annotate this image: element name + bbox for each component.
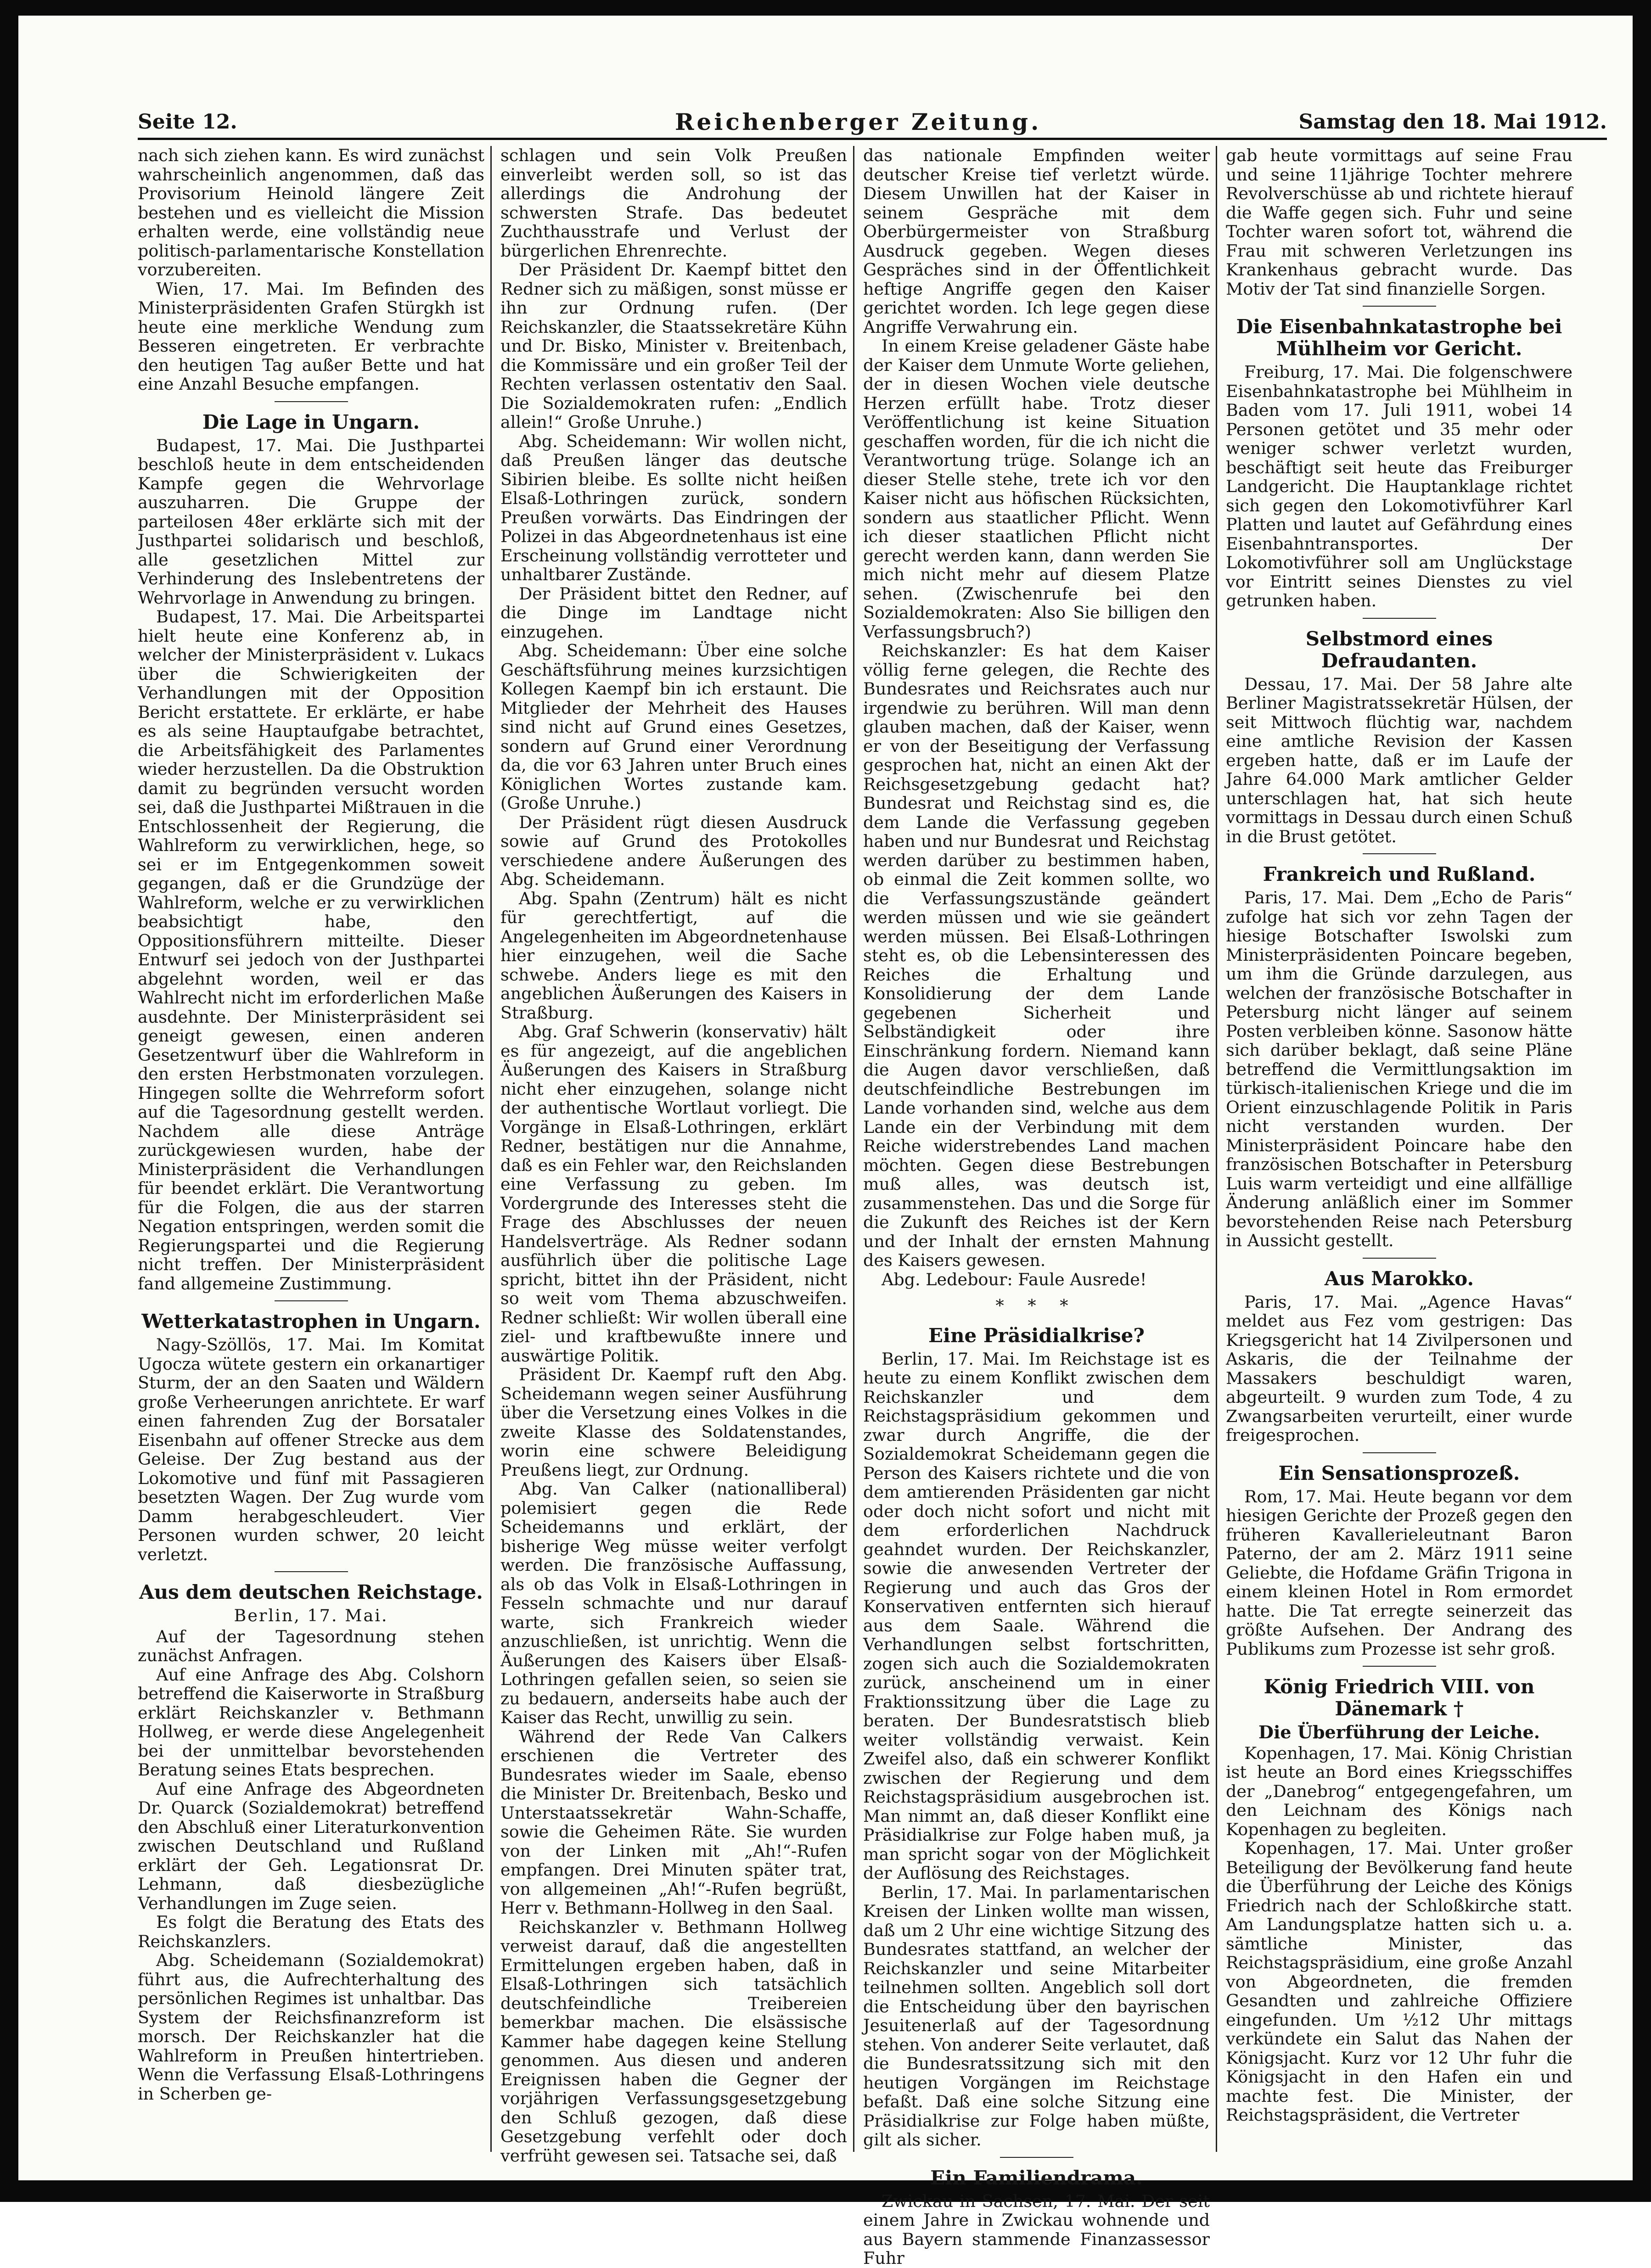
paragraph: Paris, 17. Mai. Dem „Echo de Paris“ zufolge hat sich vor zehn Tagen der hiesige Botschafter Iswolski zum Ministerpräsidenten Poincare begeben, um ihm die Gründe darzulegen, aus welchen der französische Botschafter in Petersburg nicht länger auf seinem Posten verbleiben könne. Sasonow hätte sich darüber beklagt, daß seine Pläne betreffend die Vermittlungsaktion im türkisch-italienischen Kriege und die im Orient einzuschlagende Politik in Paris nicht verstanden wurden. Der Ministerpräsident Poincare habe den französischen Botschafter in Petersburg Luis warm verteidigt und eine allfällige Änderung anläßlich einer im Sommer bevorstehenden Reise nach Petersburg in Aussicht gestellt. [1226,888,1572,1250]
paragraph: gab heute vormittags auf seine Frau und seine 11jährige Tochter mehrere Revolverschüsse ab und richtete hierauf die Waffe gegen sich. Fuhr und seine Tochter waren sofort tot, während die Frau mit schweren Verletzungen ins Krankenhaus gebracht wurde. Das Motiv der Tat sind finanzielle Sorgen. [1226,146,1572,299]
paragraph: Abg. Scheidemann (Sozialdemokrat) führt aus, die Aufrechterhaltung des persönlichen Regimes ist unhaltbar. Das System der Reichsfinanzreform ist morsch. Der Reichskanzler hat die Wahlreform in Preußen hintertrieben. Wenn die Verfassung Elsaß-Lothringens in Scherben ge- [138,1950,484,2104]
newspaper-title: Reichenberger Zeitung. [675,108,1042,135]
page-number: Seite 12. [138,110,237,134]
divider [275,401,348,402]
paragraph: Budapest, 17. Mai. Die Arbeitspartei hielt heute eine Konferenz ab, in welcher der Ministerpräsident v. Lukacs über die Schwierigkeiten der Verhandlungen mit der Opposition Bericht erstattete. Er erklärte, er habe es als seine Hauptaufgabe betrachtet, die Arbeitsfähigkeit des Parlamentes wieder herzustellen. Da die Obstruktion damit zu begründen versucht worden sei, daß die Justhpartei Mißtrauen in die Entschlossenheit der Regierung, die Wahlreform zu verwirklichen, hege, so sei er im Entgegenkommen soweit gegangen, daß er die Grundzüge der Wahlreform, welche er zu verwirklichen beabsichtigt habe, den Oppositionsführern mitteilte. Dieser Entwurf sei jedoch von der Justhpartei abgelehnt worden, weil er das Wahlrecht nicht im erforderlichen Maße ausdehnte. Der Ministerpräsident sei geneigt gewesen, einen anderen Gesetzentwurf über die Wahlreform in den ersten Herbstmonaten vorzulegen. Hingegen sollte die Wehrreform sofort auf die Tagesordnung gestellt werden. Nachdem alle diese Anträge zurückgewiesen wurden, habe der Ministerpräsident die Verhandlungen für beendet erklärt. Die Verantwortung für die Folgen, die aus der starren Negation entspringen, werden somit die Regierungspartei und die Regierung nicht treffen. Der Ministerpräsident fand allgemeine Zustimmung. [138,607,484,1294]
column-rule-2 [853,146,854,2152]
article-subheading: Die Überführung der Leiche. [1258,1722,1540,1742]
divider [275,1300,348,1301]
paragraph: nach sich ziehen kann. Es wird zunächst wahrscheinlich angenommen, daß das Provisorium Heinold längere Zeit bestehen und es vielleicht die Mission erhalten werde, eine vollständig neue politisch-parlamentarische Konstellation vorzubereiten. [138,146,484,280]
paragraph: Wien, 17. Mai. Im Befinden des Ministerpräsidenten Grafen Stürgkh ist heute eine merkliche Wendung zum Besseren eingetreten. Er verbrachte den heutigen Tag außer Bette und hat eine Anzahl Besuche empfangen. [138,279,484,394]
paragraph: Der Präsident Dr. Kaempf bittet den Redner sich zu mäßigen, sonst müsse er ihn zur Ordnung rufen. (Der Reichskanzler, die Staatssekretäre Kühn und Dr. Bisko, Minister v. Breitenbach, die Kommissäre und ein großer Teil der Rechten verlassen ostentativ den Saal. Die Sozialdemokraten rufen: „Endlich allein!“ Große Unruhe.) [500,260,847,432]
column-rule-3 [1216,146,1217,2152]
article-heading: Ein Familiendrama. [930,2166,1143,2189]
paragraph: Paris, 17. Mai. „Agence Havas“ meldet aus Fez vom gestrigen: Das Kriegsgericht hat 14 Zivilpersonen und Askaris, die der Teilnahme der Massakers beschuldigt waren, abgeurteilt. 9 wurden zum Tode, 4 zu Zwangsarbeiten verurteilt, einer wurde freigesprochen. [1226,1292,1572,1445]
paragraph: schlagen und sein Volk Preußen einverleibt werden soll, so ist das allerdings die Androhung der schwersten Strafe. Das bedeutet Zuchthausstrafe und Verlust der bürgerlichen Ehrenrechte. [500,146,847,261]
divider [1363,1258,1436,1259]
paragraph: Rom, 17. Mai. Heute begann vor dem hiesigen Gerichte der Prozeß gegen den früheren Kavallerieleutnant Baron Paterno, der am 2. März 1911 seine Geliebte, die Hofdame Gräfin Trigona in einem kleinen Hotel in Rom ermordet hatte. Die Tat erregte seinerzeit das größte Aufsehen. Der Andrang des Publikums zum Prozesse ist sehr groß. [1226,1486,1572,1659]
paragraph: Abg. Scheidemann: Über eine solche Geschäftsführung meines kurzsichtigen Kollegen Kaempf bin ich erstaunt. Die Mitglieder der Mehrheit des Hauses sind nicht auf Grund eines Gesetzes, sondern auf Grund einer Verordnung da, die vor 63 Jahren unter Bruch eines Königlichen Wortes zustande kam. (Große Unruhe.) [500,641,847,813]
article-heading: Eine Präsidialkrise? [928,1324,1145,1347]
divider [1363,853,1436,854]
column-3 [863,146,1210,2268]
paragraph: Abg. Ledebour: Faule Ausrede! [882,1269,1147,1289]
article-heading: König Friedrich VIII. von Dänemark † [1264,1675,1535,1720]
page-header [138,106,1607,142]
paragraph: Abg. Spahn (Zentrum) hält es nicht für gerechtfertigt, auf die Angelegenheiten im Abgeordnetenhause hier einzugehen, weil die Sache schwebe. Anders liege es mit den angeblichen Äußerungen des Kaisers in Straßburg. [500,888,847,1023]
dateline: Berlin, 17. Mai. [234,1606,388,1625]
column-2 [500,146,847,2166]
paragraph: Der Präsident bittet den Redner, auf die Dinge im Landtage nicht einzugehen. [500,583,847,642]
paragraph: Auf der Tagesordnung stehen zunächst Anfragen. [138,1626,484,1665]
scan-border-top [0,0,1651,16]
paragraph: Es folgt die Beratung des Etats des Reichskanzlers. [138,1912,484,1951]
paragraph: Budapest, 17. Mai. Die Justhpartei beschloß heute in dem entscheidenden Kampfe gegen die Wehrvorlage auszuharren. Die Gruppe der parteilosen 48er erklärte sich mit der Justhpartei solidarisch und beschloß, alle gesetzlichen Mittel zur Verhinderung des Inslebentretens der Wehrvorlage in Anwendung zu bringen. [138,435,484,608]
paragraph: Zwickau in Sachsen, 17. Mai. Der seit einem Jahre in Zwickau wohnende und aus Bayern stammende Finanzassessor Fuhr [863,2191,1210,2268]
scan-border-bottom [0,2180,1651,2202]
divider [1000,2157,1073,2158]
paragraph: Dessau, 17. Mai. Der 58 Jahre alte Berliner Magistratssekretär Hülsen, der seit Mittwoch flüchtig war, nachdem eine amtliche Revision der Kassen ergeben hatte, daß er im Laufe der Jahre 64.000 Mark amtlicher Gelder unterschlagen hat, hat sich heute vormittags in Dessau durch einen Schuß in die Brust getötet. [1226,674,1572,846]
divider [1363,1452,1436,1453]
paragraph: Auf eine Anfrage des Abg. Colshorn betreffend die Kaiserworte in Straßburg erklärt Reichskanzler v. Bethmann Hollweg, er werde diese Angelegenheit bei der unmittelbar bevorstehenden Beratung seines Etats besprechen. [138,1664,484,1780]
paragraph: Reichskanzler: Es hat dem Kaiser völlig ferne gelegen, die Rechte des Bundesrates und Reichsrates auch nur irgendwie zu berühren. Will man denn glauben machen, daß der Kaiser, wenn er von der Beseitigung der Verfassung gesprochen hat, nicht an einen Akt der Reichsgesetzgebung gedacht hat? Bundesrat und Reichstag sind es, die dem Lande die Verfassung gegeben haben und nur Bundesrat und Reichstag werden darüber zu bestimmen haben, ob einmal die Zeit kommen sollte, wo die Verfassungszustände geändert werden müssen und wie sie geändert werden müssen. Bei Elsaß-Lothringen steht es, ob die Lebensinteressen des Reiches die Erhaltung und Konsolidierung der dem Lande gegebenen Sicherheit und Selbständigkeit oder ihre Einschränkung fordern. Niemand kann die Augen davor verschließen, daß deutschfeindliche Bestrebungen im Lande vorhanden sind, welche aus dem Lande ein der Verbindung mit dem Reiche widerstrebendes Land machen möchten. Gegen diese Bestrebungen muß alles, was deutsch ist, zusammenstehen. Das und die Sorge für die Zukunft des Reiches ist der Kern und der Inhalt der ernsten Mahnung des Kaisers gewesen. [863,641,1210,1270]
paragraph: Kopenhagen, 17. Mai. Unter großer Beteiligung der Bevölkerung fand heute die Überführung der Leiche des Königs Friedrich nach der Schloßkirche statt. Am Landungsplatze hatten sich u. a. sämtliche Minister, das Reichstagspräsidium, eine große Anzahl von Abgeordneten, die fremden Gesandten und zahlreiche Offiziere eingefunden. Um ½12 Uhr mittags verkündete ein Salut das Nahen der Königsjacht. Kurz vor 12 Uhr fuhr die Königsjacht in den Hafen ein und machte fest. Die Minister, der Reichstagspräsident, die Vertreter [1226,1838,1572,2125]
column-4 [1226,146,1572,2152]
article-heading: Ein Sensationsprozeß. [1278,1462,1520,1484]
paragraph: Berlin, 17. Mai. In parlamentarischen Kreisen der Linken wollte man wissen, daß um 2 Uhr eine wichtige Sitzung des Bundesrates stattfand, an welcher der Reichskanzler und seine Mitarbeiter teilnehmen sollten. Angeblich soll dort die Entscheidung über den bayrischen Jesuitenerlaß auf der Tagesordnung stehen. Von anderer Seite verlautet, daß die Bundesratssitzung sich mit den heutigen Vorgängen im Reichstage befaßt. Daß eine solche Sitzung eine Präsidialkrise zur Folge haben müßte, gilt als sicher. [863,1882,1210,2150]
scan-border-left [0,0,18,2202]
issue-date: Samstag den 18. Mai 1912. [1298,110,1607,134]
article-heading: Die Lage in Ungarn. [202,410,420,433]
paragraph: In einem Kreise geladener Gäste habe der Kaiser dem Unmute Worte geliehen, der in diesen Wochen viele deutsche Herzen erfüllt habe. Trotz dieser Veröffentlichung ist keine Situation geschaffen worden, für die ich nicht die Verantwortung trüge. Solange ich an dieser Stelle stehe, trete ich vor den Kaiser nicht aus höfischen Rücksichten, sondern aus staatlicher Pflicht. Wenn ich dieser staatlichen Pflicht nicht gerecht werden kann, dann werden Sie mich nicht mehr auf diesem Platze sehen. (Zwischenrufe bei den Sozialdemokraten: Also Sie billigen den Verfassungsbruch?) [863,336,1210,642]
divider [275,1571,348,1572]
paragraph: das nationale Empfinden weiter deutscher Kreise tief verletzt würde. Diesem Unwillen hat der Kaiser in seinem Gespräche mit dem Oberbürgermeister von Straßburg Ausdruck gegeben. Wegen dieses Gespräches sind in der Öffentlichkeit heftige Angriffe gegen den Kaiser gerichtet worden. Ich lege gegen diese Angriffe Verwahrung ein. [863,146,1210,337]
article-heading: Die Eisenbahnkatastrophe bei Mühlheim vor Gericht. [1236,315,1562,360]
header-rule [138,138,1607,140]
paragraph: Präsident Dr. Kaempf ruft den Abg. Scheidemann wegen seiner Ausführung über die Versetzung eines Volkes in die zweite Klasse des Soldatenstandes, worin eine schwere Beleidigung Preußens liegt, zur Ordnung. [500,1365,847,1480]
divider [1363,1666,1436,1667]
section-stars: * * * [995,1296,1078,1316]
column-1 [138,146,484,2152]
paragraph: Kopenhagen, 17. Mai. König Christian ist heute an Bord eines Kriegsschiffes der „Danebrog“ entgegengefahren, um den Leichnam des Königs nach Kopenhagen zu begleiten. [1226,1743,1572,1839]
article-heading: Frankreich und Rußland. [1263,863,1536,885]
article-heading: Aus dem deutschen Reichstage. [139,1581,483,1603]
paragraph: Abg. Graf Schwerin (konservativ) hält es für angezeigt, auf die angeblichen Äußerungen des Kaisers in Straßburg nicht eher einzugehen, solange nicht der authentische Wortlaut vorliegt. Die Vorgänge in Elsaß-Lothringen, erklärt Redner, bestätigen nur die Annahme, daß es ein Fehler war, den Reichslanden eine Verfassung zu geben. Im Vordergrunde des Interesses steht die Frage des Abschlusses der neuen Handelsverträge. Als Redner sodann ausführlich über die politische Lage spricht, bittet ihn der Präsident, nicht so weit vom Thema abzuschweifen. Redner schließt: Wir wollen überall eine ziel- und kraftbewußte innere und auswärtige Politik. [500,1022,847,1366]
article-heading: Aus Marokko. [1324,1267,1474,1290]
column-rule-1 [490,146,492,2152]
paragraph: Abg. Van Calker (nationalliberal) polemisiert gegen die Rede Scheidemanns und erklärt, der bisherige Weg müsse weiter verfolgt werden. Die französische Auffassung, als ob das Volk in Elsaß-Lothringen in Fesseln schmachte und nur darauf warte, sich Frankreich wieder anzuschließen, ist unrichtig. Wenn die Äußerungen des Kaisers über Elsaß-Lothringen gefallen seien, so seien sie zu bedauern, anderseits habe auch der Kaiser das Recht, unwillig zu sein. [500,1479,847,1727]
paragraph: Reichskanzler v. Bethmann Hollweg verweist darauf, daß die angestellten Ermittelungen ergeben haben, daß in Elsaß-Lothringen sich tatsächlich deutschfeindliche Treibereien bemerkbar machen. Die elsässische Kammer habe dagegen keine Stellung genommen. Aus diesen und anderen Ereignissen haben die Gegner der vorjährigen Verfassungsgesetzgebung den Schluß gezogen, daß diese Gesetzgebung verfehlt oder doch verfrüht gewesen sei. Tatsache sei, daß [500,1917,847,2166]
paragraph: Auf eine Anfrage des Abgeordneten Dr. Quarck (Sozialdemokrat) betreffend den Abschluß einer Literaturkonvention zwischen Deutschland und Rußland erklärt der Geh. Legationsrat Dr. Lehmann, daß diesbezügliche Verhandlungen im Zuge seien. [138,1779,484,1913]
paragraph: Der Präsident rügt diesen Ausdruck sowie auf Grund des Protokolles verschiedene andere Äußerungen des Abg. Scheidemann. [500,812,847,889]
paragraph: Nagy-Szöllös, 17. Mai. Im Komitat Ugocza wütete gestern ein orkanartiger Sturm, der an den Saaten und Wäldern große Verheerungen anrichtete. Er warf einen fahrenden Zug der Borsataler Eisenbahn auf offener Strecke aus dem Geleise. Der Zug bestand aus der Lokomotive und fünf mit Passagieren besetzten Wagen. Der Zug wurde vom Damm herabgeschleudert. Vier Personen wurden schwer, 20 leicht verletzt. [138,1335,484,1564]
divider [1363,618,1436,619]
article-heading: Selbstmord eines Defraudanten. [1305,627,1493,672]
paragraph: Abg. Scheidemann: Wir wollen nicht, daß Preußen länger das deutsche Sibirien bleibe. Es sollte nicht heißen Elsaß-Lothringen zurück, sondern Preußen vorwärts. Das Eindringen der Polizei in das Abgeordnetenhaus ist eine Erscheinung vollständig verrotteter und unhaltbarer Zustände. [500,431,847,584]
paragraph: Freiburg, 17. Mai. Die folgenschwere Eisenbahnkatastrophe bei Mühlheim in Baden vom 17. Juli 1911, wobei 14 Personen getötet und 35 mehr oder weniger schwer verletzt wurden, beschäftigt seit heute das Freiburger Landgericht. Die Hauptanklage richtet sich gegen den Lokomotivführer Karl Platten und lautet auf Gefährdung eines Eisenbahntransportes. Der Lokomotivführer soll am Unglückstage vor Eintritt seines Dienstes zu viel getrunken haben. [1226,362,1572,610]
paragraph: Berlin, 17. Mai. Im Reichstage ist es heute zu einem Konflikt zwischen dem Reichskanzler und dem Reichstagspräsidium gekommen und zwar durch Angriffe, die der Sozialdemokrat Scheidemann gegen die Person des Kaisers richtete und die von dem amtierenden Präsidenten gar nicht oder doch nicht sofort und nicht mit dem erforderlichen Nachdruck geahndet wurden. Der Reichskanzler, sowie die anwesenden Vertreter der Regierung und auch das Gros der Konservativen entfernten sich hierauf aus dem Saale. Während die Verhandlungen selbst fortschritten, zogen sich auch die Sozialdemokraten zurück, anscheinend um in einer Fraktionssitzung über die Lage zu beraten. Der Bundesratstisch blieb weiter vollständig verwaist. Kein Zweifel also, daß ein schwerer Konflikt zwischen der Regierung und dem Reichstagspräsidium ausgebrochen ist. Man nimmt an, daß dieser Konflikt eine Präsidialkrise zur Folge haben muß, ja man spricht sogar von der Möglichkeit der Auflösung des Reichstages. [863,1349,1210,1883]
divider [1363,306,1436,307]
article-heading: Wetterkatastrophen in Ungarn. [141,1310,481,1333]
paragraph: Während der Rede Van Calkers erschienen die Vertreter des Bundesrates wieder im Saale, ebenso die Minister Dr. Breitenbach, Besko und Unterstaatssekretär Wahn-Schaffe, sowie die Geheimen Räte. Sie wurden von der Linken mit „Ah!“-Rufen empfangen. Drei Minuten später trat, von allgemeinen „Ah!“-Rufen begrüßt, Herr v. Bethmann-Hollweg in den Saal. [500,1726,847,1918]
scan-border-right [1633,0,1651,2202]
